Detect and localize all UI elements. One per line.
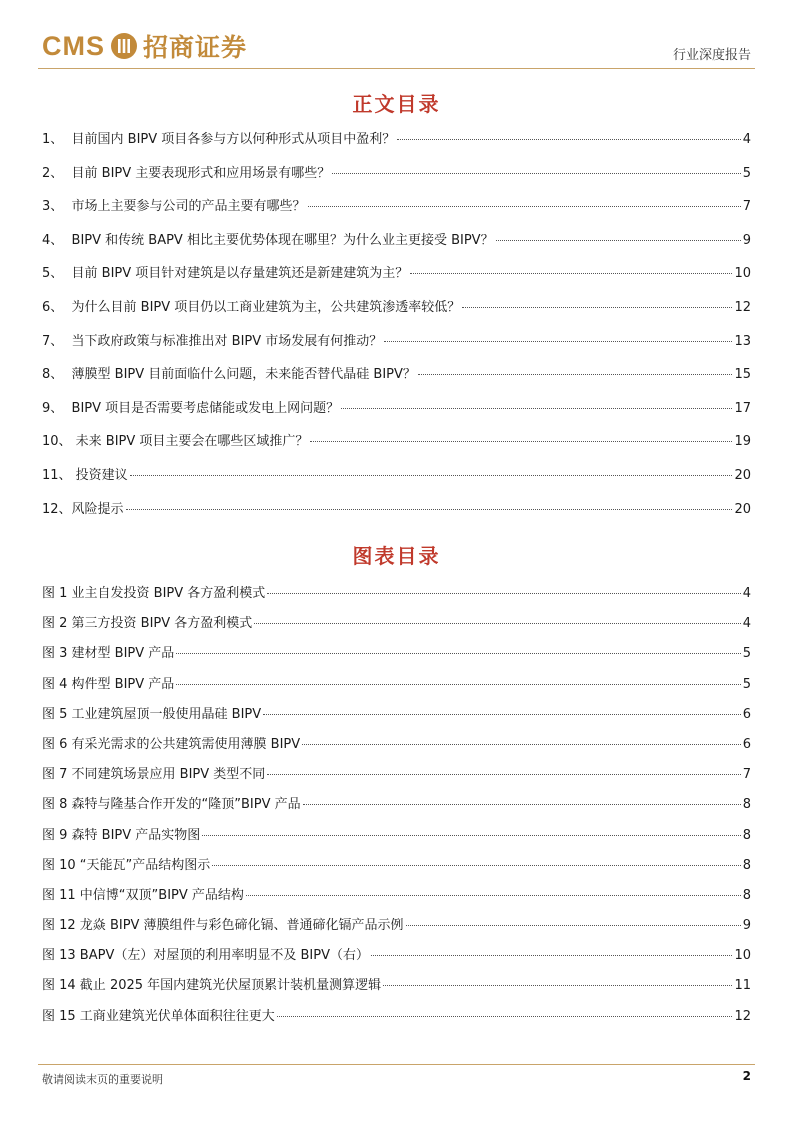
- dot-leader: [462, 307, 732, 308]
- dot-leader: [384, 341, 732, 342]
- toc-entry-label[interactable]: 图 6 有采光需求的公共建筑需使用薄膜 BIPV: [42, 736, 301, 752]
- toc-entry-page[interactable]: 5: [742, 676, 751, 692]
- main-toc-list: [42, 128, 751, 531]
- toc-entry-page[interactable]: 11: [734, 978, 751, 994]
- toc-entry-page[interactable]: 9: [742, 232, 751, 248]
- toc-entry-label[interactable]: 图 15 工商业建筑光伏单体面积往往更大: [42, 1008, 275, 1024]
- dot-leader: [418, 374, 733, 375]
- logo-emblem-icon: [110, 32, 138, 60]
- toc-entry-page[interactable]: 9: [742, 918, 751, 934]
- main-toc-entry[interactable]: [42, 464, 751, 498]
- toc-entry-page[interactable]: 10: [734, 266, 751, 282]
- figure-toc-entry[interactable]: [42, 854, 751, 884]
- figure-toc-list: [42, 582, 751, 1035]
- dot-leader: [267, 774, 740, 775]
- dot-leader: [303, 804, 741, 805]
- toc-entry-page[interactable]: 12: [734, 299, 751, 315]
- toc-entry-page[interactable]: 6: [742, 736, 751, 752]
- toc-entry-page[interactable]: 19: [734, 434, 751, 450]
- toc-entry-page[interactable]: 5: [742, 646, 751, 662]
- toc-entry-page[interactable]: 4: [742, 586, 751, 601]
- main-toc-entry[interactable]: [42, 330, 751, 364]
- toc-entry-label[interactable]: 图 4 构件型 BIPV 产品: [42, 676, 175, 692]
- main-toc-entry[interactable]: [42, 430, 751, 464]
- figure-toc-entry[interactable]: [42, 763, 751, 793]
- dot-leader: [332, 173, 740, 174]
- toc-entry-label[interactable]: 图 9 森特 BIPV 产品实物图: [42, 827, 201, 843]
- toc-entry-page[interactable]: 5: [742, 165, 751, 181]
- footer-divider: [38, 1064, 755, 1065]
- main-toc-entry[interactable]: [42, 162, 751, 196]
- dot-leader: [176, 684, 740, 685]
- toc-entry-label[interactable]: 图 14 截止 2025 年国内建筑光伏屋顶累计装机量测算逻辑: [42, 978, 382, 994]
- toc-entry-label[interactable]: 9、 BIPV 项目是否需要考虑储能或发电上网问题？: [42, 400, 340, 416]
- toc-entry-label[interactable]: 图 12 龙焱 BIPV 薄膜组件与彩色碲化镉、普通碲化镉产品示例: [42, 918, 404, 934]
- main-toc-entry[interactable]: [42, 397, 751, 431]
- figure-toc-entry[interactable]: [42, 642, 751, 672]
- toc-entry-label[interactable]: 12、风险提示: [42, 501, 124, 517]
- dot-leader: [263, 714, 741, 715]
- dot-leader: [267, 593, 740, 594]
- dot-leader: [308, 206, 741, 207]
- toc-entry-label[interactable]: 图 8 森特与隆基合作开发的“隆顶”BIPV 产品: [42, 797, 301, 813]
- report-type-label: 行业深度报告: [672, 48, 751, 63]
- dot-leader: [302, 744, 741, 745]
- page-number: 2: [742, 1069, 751, 1083]
- main-toc-title: 正文目录: [352, 92, 441, 116]
- figure-toc-entry[interactable]: [42, 673, 751, 703]
- figure-toc-entry[interactable]: [42, 582, 751, 612]
- figure-toc-entry[interactable]: [42, 914, 751, 944]
- toc-entry-page[interactable]: 4: [742, 616, 751, 632]
- dot-leader: [254, 623, 740, 624]
- toc-entry-label[interactable]: 11、 投资建议: [42, 467, 128, 483]
- logo-chinese-text: 招商证券: [143, 33, 248, 62]
- toc-entry-page[interactable]: 6: [742, 706, 751, 722]
- footer-disclaimer: 敬请阅读末页的重要说明: [42, 1073, 163, 1086]
- dot-leader: [496, 240, 741, 241]
- figure-toc-entry[interactable]: [42, 974, 751, 1004]
- dot-leader: [176, 653, 740, 654]
- toc-entry-page[interactable]: 7: [742, 199, 751, 215]
- toc-entry-label[interactable]: 4、 BIPV 和传统 BAPV 相比主要优势体现在哪里？为什么业主更接受 BIPV？: [42, 232, 494, 248]
- dot-leader: [397, 139, 740, 140]
- toc-entry-page[interactable]: 13: [734, 333, 751, 349]
- toc-entry-label[interactable]: 图 7 不同建筑场景应用 BIPV 类型不同: [42, 767, 266, 783]
- figure-toc-entry[interactable]: [42, 612, 751, 642]
- main-toc-entry[interactable]: [42, 229, 751, 263]
- toc-entry-page[interactable]: 7: [742, 767, 751, 783]
- figure-toc-entry[interactable]: [42, 944, 751, 974]
- figure-toc-entry[interactable]: [42, 733, 751, 763]
- toc-entry-page[interactable]: 15: [734, 367, 751, 383]
- dot-leader: [130, 475, 733, 476]
- main-toc-entry[interactable]: [42, 195, 751, 229]
- toc-entry-page[interactable]: 8: [742, 827, 751, 843]
- toc-entry-label[interactable]: 8、 薄膜型 BIPV 目前面临什么问题，未来能否替代晶硅 BIPV？: [42, 367, 416, 383]
- toc-entry-label[interactable]: 3、 市场上主要参与公司的产品主要有哪些？: [42, 199, 306, 215]
- dot-leader: [341, 408, 732, 409]
- toc-entry-label[interactable]: 6、 为什么目前 BIPV 项目仍以工商业建筑为主，公共建筑渗透率较低？: [42, 299, 461, 315]
- toc-entry-page[interactable]: 10: [734, 948, 751, 964]
- dot-leader: [212, 865, 740, 866]
- toc-entry-page[interactable]: 4: [742, 132, 751, 147]
- toc-entry-label[interactable]: 图 2 第三方投资 BIPV 各方盈利模式: [42, 616, 253, 632]
- toc-entry-label[interactable]: 7、 当下政府政策与标准推出对 BIPV 市场发展有何推动？: [42, 333, 383, 349]
- dot-leader: [126, 509, 733, 510]
- main-toc-entry[interactable]: [42, 363, 751, 397]
- figure-toc-entry[interactable]: [42, 1005, 751, 1035]
- main-toc-entry[interactable]: [42, 296, 751, 330]
- toc-entry-label[interactable]: 10、 未来 BIPV 项目主要会在哪些区域推广？: [42, 434, 309, 450]
- toc-entry-page[interactable]: 20: [734, 467, 751, 483]
- toc-entry-label[interactable]: 图 5 工业建筑屋顶一般使用晶硅 BIPV: [42, 706, 262, 722]
- toc-entry-label[interactable]: 图 3 建材型 BIPV 产品: [42, 646, 175, 662]
- dot-leader: [371, 955, 732, 956]
- toc-entry-label[interactable]: 图 10 “天能瓦”产品结构图示: [42, 857, 211, 873]
- toc-entry-page[interactable]: 12: [734, 1008, 751, 1024]
- toc-entry-label[interactable]: 图 11 中信博“双顶”BIPV 产品结构: [42, 887, 244, 903]
- dot-leader: [202, 835, 740, 836]
- toc-entry-page[interactable]: 17: [734, 400, 751, 416]
- figure-toc-entry[interactable]: [42, 884, 751, 914]
- header-divider: [38, 68, 755, 69]
- toc-entry-label[interactable]: 2、 目前 BIPV 主要表现形式和应用场景有哪些？: [42, 165, 331, 181]
- figure-toc-entry[interactable]: [42, 824, 751, 854]
- toc-entry-page[interactable]: 8: [742, 857, 751, 873]
- dot-leader: [383, 985, 732, 986]
- dot-leader: [406, 925, 741, 926]
- figure-toc-entry[interactable]: [42, 703, 751, 733]
- logo-cms-text: CMS: [42, 30, 105, 61]
- toc-entry-label[interactable]: 1、 目前国内 BIPV 项目各参与方以何种形式从项目中盈利？: [42, 132, 396, 147]
- dot-leader: [246, 895, 741, 896]
- main-toc-entry[interactable]: [42, 128, 751, 162]
- company-logo: [42, 28, 247, 64]
- main-toc-entry[interactable]: [42, 262, 751, 296]
- toc-entry-page[interactable]: 20: [734, 501, 751, 517]
- dot-leader: [277, 1016, 733, 1017]
- toc-entry-label[interactable]: 5、 目前 BIPV 项目针对建筑是以存量建筑还是新建建筑为主？: [42, 266, 409, 282]
- toc-entry-page[interactable]: 8: [742, 887, 751, 903]
- figure-toc-entry[interactable]: [42, 793, 751, 823]
- toc-entry-label[interactable]: 图 1 业主自发投资 BIPV 各方盈利模式: [42, 586, 266, 601]
- dot-leader: [410, 273, 732, 274]
- main-toc-entry[interactable]: [42, 498, 751, 532]
- figure-toc-title: 图表目录: [352, 544, 441, 568]
- toc-entry-page[interactable]: 8: [742, 797, 751, 813]
- toc-entry-label[interactable]: 图 13 BAPV（左）对屋顶的利用率明显不及 BIPV（右）: [42, 948, 369, 964]
- dot-leader: [310, 441, 732, 442]
- page-header: [38, 26, 755, 68]
